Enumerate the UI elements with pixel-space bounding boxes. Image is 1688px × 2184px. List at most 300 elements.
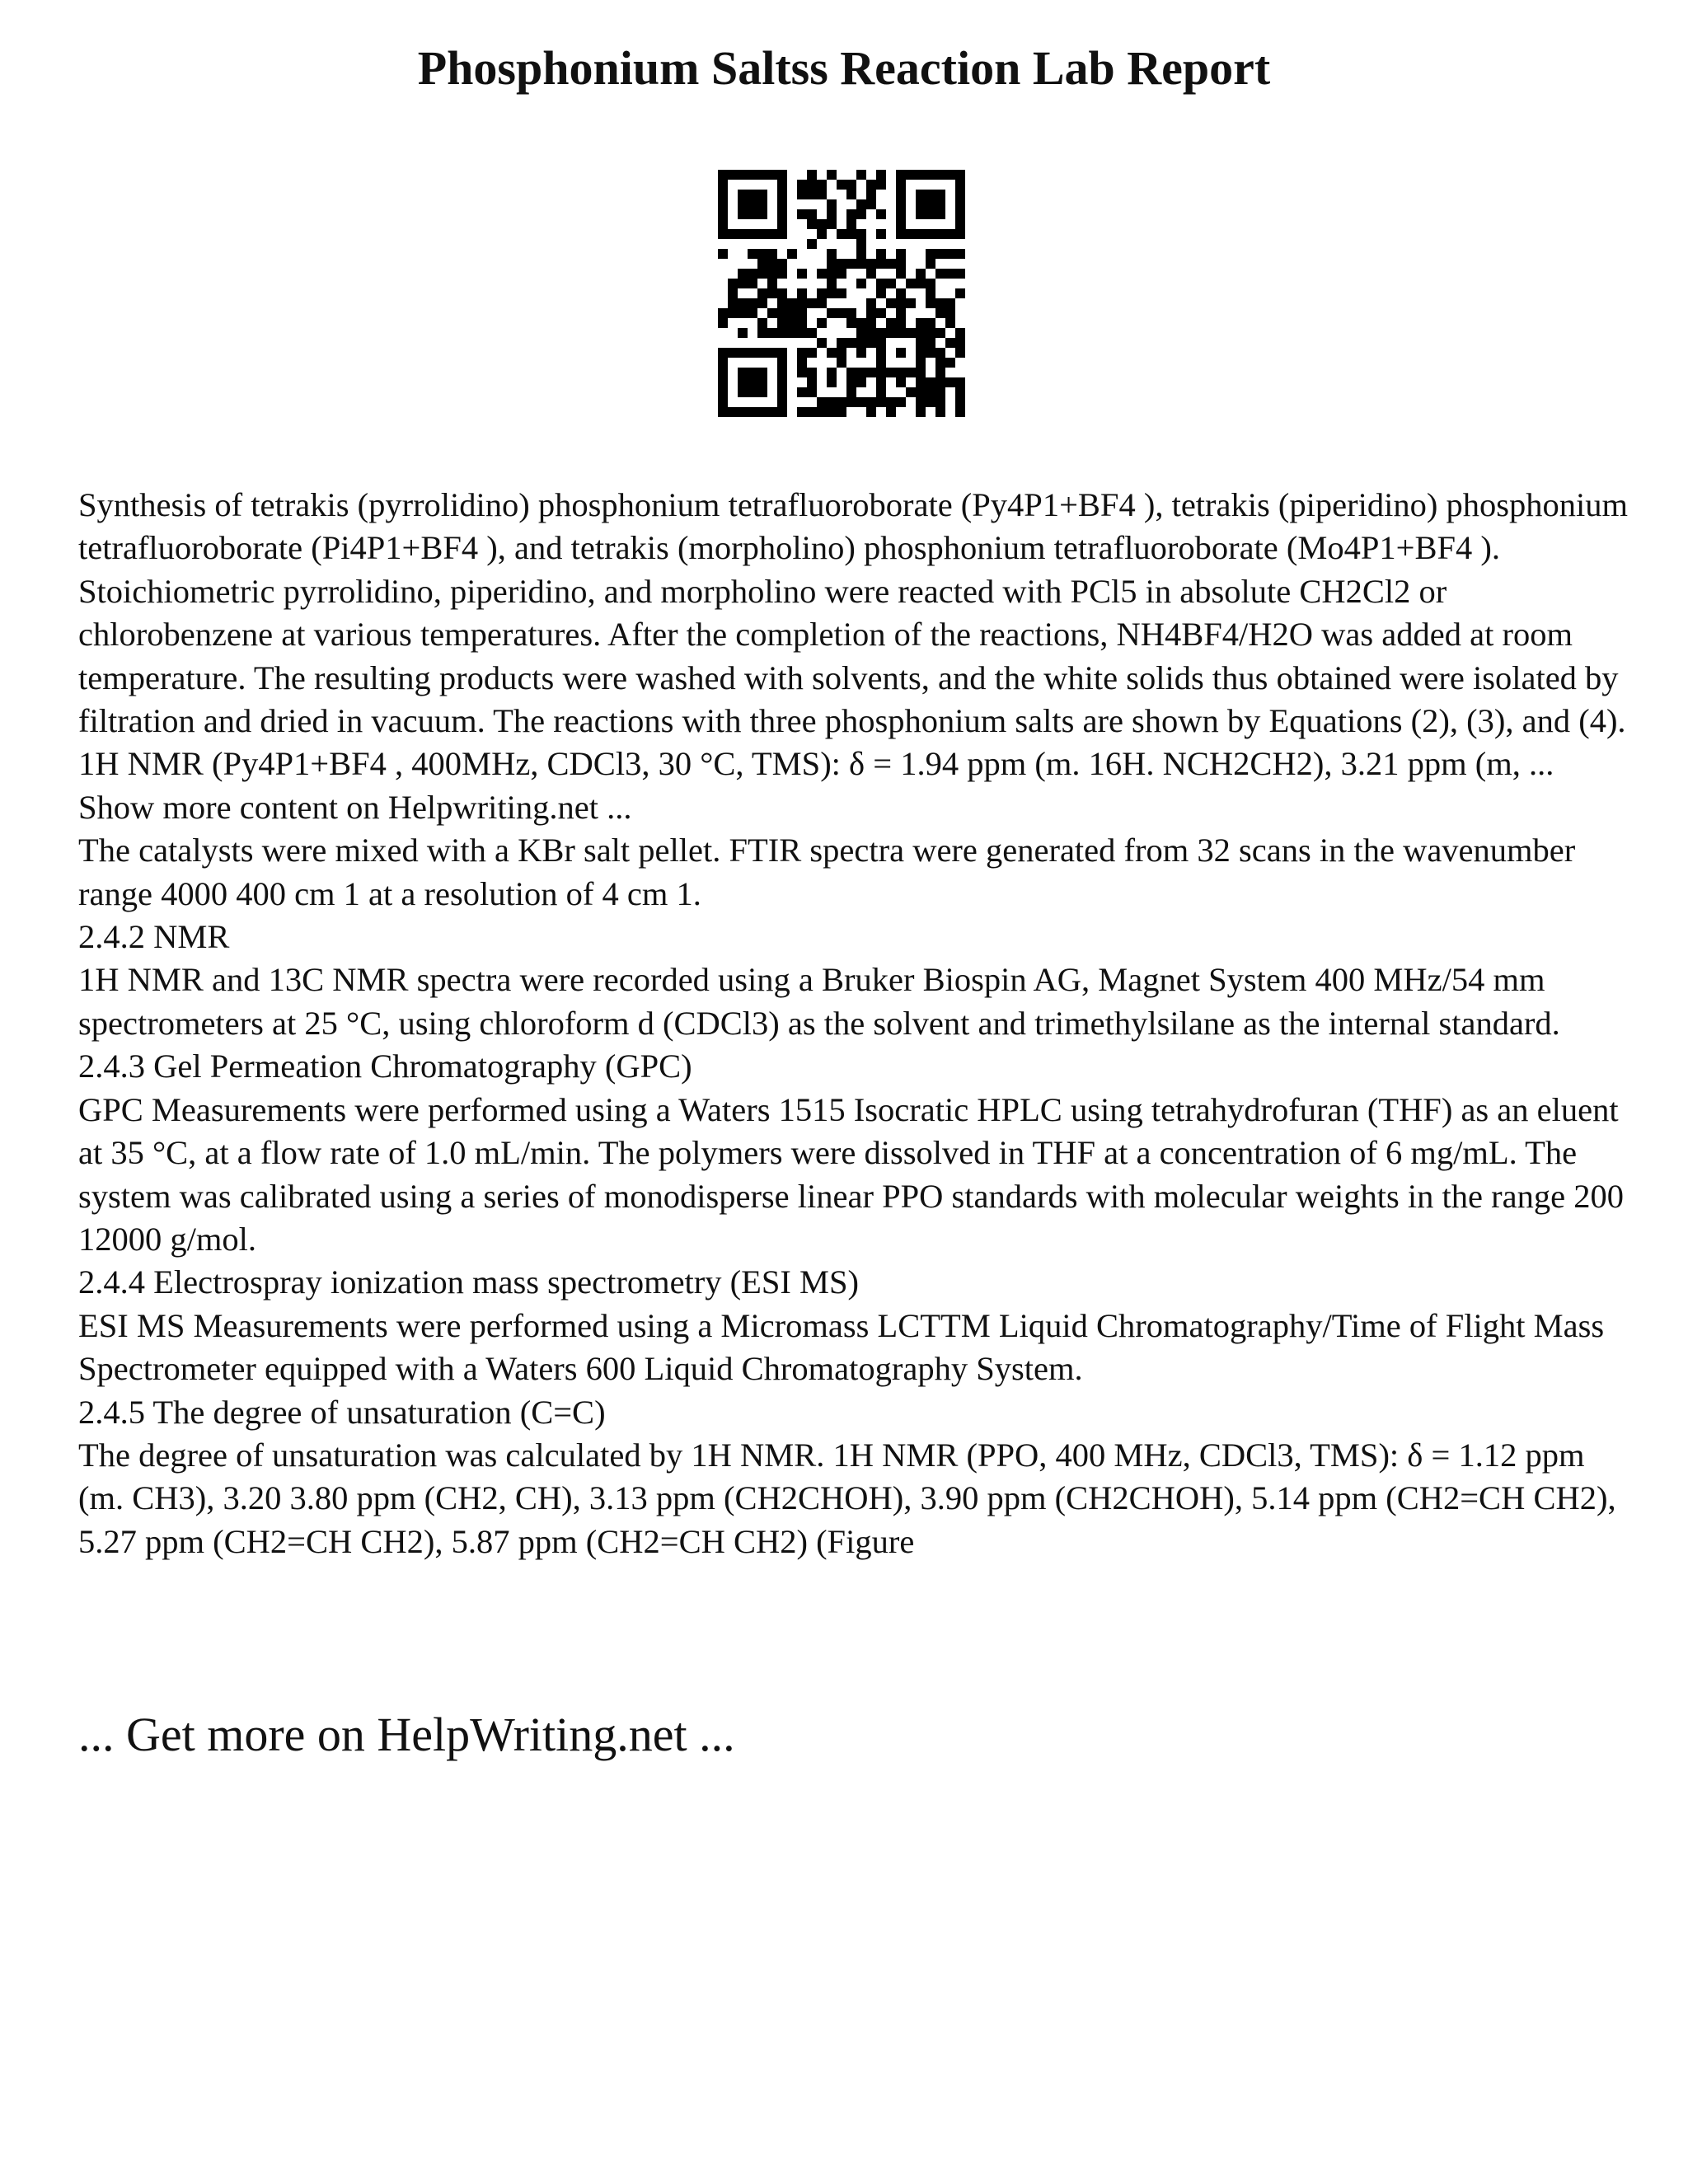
qr-module	[797, 387, 807, 397]
qr-module	[837, 180, 846, 190]
qr-module	[935, 377, 945, 387]
qr-module	[896, 259, 906, 269]
qr-module	[807, 368, 817, 377]
qr-module	[807, 170, 817, 180]
qr-module	[777, 209, 787, 219]
qr-module	[748, 229, 757, 239]
qr-module	[886, 279, 896, 288]
qr-module	[926, 249, 935, 259]
qr-module	[757, 368, 767, 377]
qr-module	[797, 209, 807, 219]
qr-module	[718, 368, 728, 377]
qr-module	[916, 368, 926, 377]
qr-module	[777, 269, 787, 279]
qr-module	[748, 249, 757, 259]
qr-module	[945, 249, 955, 259]
qr-module	[935, 328, 945, 338]
qr-module	[797, 407, 807, 417]
qr-module	[955, 348, 965, 358]
qr-module	[955, 170, 965, 180]
qr-module	[896, 397, 906, 407]
qr-module	[797, 269, 807, 279]
qr-module	[738, 328, 748, 338]
qr-module	[955, 397, 965, 407]
qr-module	[797, 328, 807, 338]
qr-module	[926, 348, 935, 358]
qr-module	[807, 377, 817, 387]
paragraph-intro: Synthesis of tetrakis (pyrrolidino) phosphonium tetrafluoroborate (Py4P1+BF4 ), tetrakis (piperidino) phosphonium tetrafluoroborate (Pi4P1+BF4 ), and tetrakis (morpholino) phosphonium tetrafluoroborate (Mo4P1+BF4 ).	[78, 486, 1628, 567]
qr-module	[926, 199, 935, 209]
qr-module	[748, 298, 757, 308]
qr-module	[945, 358, 955, 368]
qr-module	[876, 170, 886, 180]
qr-module	[945, 269, 955, 279]
qr-module	[945, 377, 955, 387]
document-title: Phosphonium Saltss Reaction Lab Report	[417, 41, 1271, 95]
qr-module	[886, 368, 896, 377]
qr-module	[777, 229, 787, 239]
qr-module	[896, 298, 906, 308]
qr-module	[926, 397, 935, 407]
qr-module	[797, 348, 807, 358]
qr-module	[807, 348, 817, 358]
qr-module	[926, 377, 935, 387]
get-more-link[interactable]: ... Get more on HelpWriting.net ...	[78, 1708, 735, 1761]
qr-module	[876, 328, 886, 338]
qr-module	[926, 209, 935, 219]
qr-module	[718, 229, 728, 239]
qr-module	[926, 298, 935, 308]
qr-module	[787, 308, 797, 318]
qr-module	[777, 180, 787, 190]
qr-module	[807, 219, 817, 229]
qr-module	[846, 377, 856, 387]
paragraph-synthesis: Stoichiometric pyrrolidino, piperidino, and morpholino were reacted with PCl5 in absolute CH2Cl2 or chlorobenzene at various temperatures. After the completion of the reactions, NH4BF4/H2O was added at room temperature. The resulting products were washed with solvents, and the white solids thus obtained were isolated by filtration and dried in vacuum. The reactions with three phosphonium salts are shown by Equations (2), (3), and (4). 1H NMR (Py4P1+BF4 , 400MHz, CDCl3, 30 °C, TMS): δ = 1.94 ppm (m. 16H. NCH2CH2), 3.21 ppm (m, ... Show more content on Helpwriting.net ...	[78, 572, 1626, 826]
qr-module	[807, 387, 817, 397]
qr-module	[955, 249, 965, 259]
qr-module	[767, 259, 777, 269]
qr-module	[846, 219, 856, 229]
qr-module	[767, 249, 777, 259]
qr-module	[777, 407, 787, 417]
qr-module	[807, 209, 817, 219]
qr-module	[876, 249, 886, 259]
qr-module	[728, 279, 738, 288]
qr-module	[777, 397, 787, 407]
qr-module	[718, 209, 728, 219]
qr-module	[728, 229, 738, 239]
qr-module	[846, 397, 856, 407]
qr-module	[777, 308, 787, 318]
qr-module	[757, 377, 767, 387]
qr-module	[955, 180, 965, 190]
qr-module	[856, 328, 866, 338]
qr-module	[738, 170, 748, 180]
heading-esi-ms: 2.4.4 Electrospray ionization mass spectrometry (ESI MS)	[78, 1263, 860, 1301]
qr-module	[955, 269, 965, 279]
qr-module	[827, 219, 837, 229]
qr-module	[777, 377, 787, 387]
qr-module	[846, 180, 856, 190]
qr-module	[817, 298, 827, 308]
qr-module	[856, 170, 866, 180]
qr-module	[837, 407, 846, 417]
qr-module	[916, 338, 926, 348]
qr-module	[837, 269, 846, 279]
qr-module	[738, 190, 748, 199]
qr-module	[748, 209, 757, 219]
qr-module	[896, 209, 906, 219]
qr-module	[817, 397, 827, 407]
qr-module	[748, 377, 757, 387]
qr-module	[817, 229, 827, 239]
qr-module	[955, 387, 965, 397]
qr-module	[876, 358, 886, 368]
qr-module	[916, 358, 926, 368]
qr-module	[738, 308, 748, 318]
qr-module	[856, 318, 866, 328]
qr-module	[846, 308, 856, 318]
qr-module	[757, 259, 767, 269]
qr-module	[856, 377, 866, 387]
qr-module	[846, 209, 856, 219]
qr-module	[886, 298, 896, 308]
qr-module	[827, 259, 837, 269]
qr-module	[886, 397, 896, 407]
qr-module	[935, 358, 945, 368]
qr-module	[876, 338, 886, 348]
qr-module	[906, 170, 916, 180]
qr-module	[827, 368, 837, 377]
qr-module	[797, 368, 807, 377]
qr-module	[916, 387, 926, 397]
qr-module	[935, 298, 945, 308]
qr-module	[797, 298, 807, 308]
qr-module	[856, 209, 866, 219]
qr-module	[866, 259, 876, 269]
qr-module	[896, 377, 906, 387]
qr-module	[827, 199, 837, 209]
qr-module	[896, 249, 906, 259]
qr-module	[748, 269, 757, 279]
qr-module	[738, 368, 748, 377]
qr-module	[935, 368, 945, 377]
qr-module	[955, 288, 965, 298]
qr-module	[856, 199, 866, 209]
qr-module	[748, 368, 757, 377]
qr-module	[718, 377, 728, 387]
qr-module	[856, 259, 866, 269]
qr-module	[896, 199, 906, 209]
qr-module	[738, 209, 748, 219]
qr-module	[837, 397, 846, 407]
qr-module	[827, 348, 837, 358]
qr-module	[876, 279, 886, 288]
qr-module	[777, 368, 787, 377]
qr-module	[916, 407, 926, 417]
qr-module	[787, 298, 797, 308]
qr-module	[945, 298, 955, 308]
qr-module	[916, 318, 926, 328]
qr-module	[748, 308, 757, 318]
qr-module	[846, 190, 856, 199]
qr-module	[906, 368, 916, 377]
qr-module	[718, 407, 728, 417]
qr-module	[757, 348, 767, 358]
qr-module	[916, 348, 926, 358]
qr-module	[926, 279, 935, 288]
qr-module	[767, 328, 777, 338]
qr-module	[767, 279, 777, 288]
qr-module	[916, 229, 926, 239]
qr-module	[955, 209, 965, 219]
qr-module	[886, 259, 896, 269]
qr-module	[748, 199, 757, 209]
qr-module	[916, 377, 926, 387]
qr-module	[827, 249, 837, 259]
qr-module	[837, 338, 846, 348]
qr-module	[807, 180, 817, 190]
qr-module	[876, 259, 886, 269]
qr-module	[846, 229, 856, 239]
qr-module	[738, 407, 748, 417]
qr-module	[718, 397, 728, 407]
document-body	[78, 484, 1628, 1563]
qr-module	[856, 239, 866, 249]
qr-module	[846, 259, 856, 269]
qr-module	[777, 387, 787, 397]
heading-nmr: 2.4.2 NMR	[78, 918, 230, 956]
qr-module	[896, 170, 906, 180]
qr-module	[876, 397, 886, 407]
qr-module	[896, 229, 906, 239]
qr-module	[827, 397, 837, 407]
qr-module	[916, 170, 926, 180]
qr-module	[748, 407, 757, 417]
heading-unsaturation: 2.4.5 The degree of unsaturation (C=C)	[78, 1393, 606, 1431]
qr-module	[856, 229, 866, 239]
qr-module	[718, 170, 728, 180]
qr-module	[797, 318, 807, 328]
qr-module	[846, 368, 856, 377]
qr-module	[718, 387, 728, 397]
qr-module	[876, 348, 886, 358]
qr-module	[767, 229, 777, 239]
paragraph-nmr: 1H NMR and 13C NMR spectra were recorded using a Bruker Biospin AG, Magnet System 400 MHz/54 mm spectrometers at 25 °C, using chloroform d (CDCl3) as the solvent and trimethylsilane as the internal standard.	[78, 961, 1560, 1042]
qr-module	[866, 338, 876, 348]
qr-module	[837, 348, 846, 358]
qr-module	[935, 397, 945, 407]
qr-module	[906, 387, 916, 397]
qr-module	[797, 180, 807, 190]
qr-module	[935, 170, 945, 180]
qr-module	[718, 249, 728, 259]
qr-module	[777, 199, 787, 209]
qr-module	[767, 348, 777, 358]
qr-module	[906, 298, 916, 308]
qr-module	[718, 219, 728, 229]
qr-code-image[interactable]	[718, 170, 965, 417]
qr-module	[866, 308, 876, 318]
qr-module	[926, 170, 935, 180]
qr-module	[757, 407, 767, 417]
qr-module	[935, 190, 945, 199]
qr-module	[767, 308, 777, 318]
qr-module	[738, 387, 748, 397]
qr-module	[718, 318, 728, 328]
qr-module	[916, 190, 926, 199]
qr-module	[738, 229, 748, 239]
qr-module	[856, 279, 866, 288]
qr-module	[767, 407, 777, 417]
qr-module	[935, 209, 945, 219]
qr-module	[916, 269, 926, 279]
qr-module	[926, 387, 935, 397]
qr-module	[916, 199, 926, 209]
qr-module	[896, 308, 906, 318]
qr-module	[787, 328, 797, 338]
qr-module	[777, 298, 787, 308]
qr-module	[767, 288, 777, 298]
qr-module	[896, 348, 906, 358]
qr-module	[955, 229, 965, 239]
qr-module	[866, 318, 876, 328]
qr-module	[837, 229, 846, 239]
qr-module	[827, 269, 837, 279]
qr-module	[718, 348, 728, 358]
qr-module	[935, 407, 945, 417]
qr-module	[827, 377, 837, 387]
qr-module	[896, 368, 906, 377]
qr-code-graphic	[718, 170, 965, 417]
qr-module	[807, 407, 817, 417]
qr-module	[866, 328, 876, 338]
qr-module	[718, 358, 728, 368]
qr-module	[945, 308, 955, 318]
qr-module	[728, 407, 738, 417]
qr-module	[896, 269, 906, 279]
qr-module	[876, 288, 886, 298]
qr-module	[757, 229, 767, 239]
qr-module	[728, 170, 738, 180]
heading-gpc: 2.4.3 Gel Permeation Chromatography (GPC)	[78, 1047, 692, 1085]
qr-module	[718, 199, 728, 209]
qr-module	[797, 358, 807, 368]
qr-module	[866, 368, 876, 377]
qr-module	[866, 298, 876, 308]
qr-module	[866, 199, 876, 209]
qr-module	[817, 190, 827, 199]
qr-module	[926, 338, 935, 348]
qr-module	[797, 288, 807, 298]
qr-module	[896, 318, 906, 328]
qr-module	[856, 397, 866, 407]
qr-module	[738, 377, 748, 387]
qr-module	[955, 338, 965, 348]
qr-module	[856, 348, 866, 358]
paragraph-ftir: The catalysts were mixed with a KBr salt pellet. FTIR spectra were generated from 32 scans in the wavenumber range 4000 400 cm 1 at a resolution of 4 cm 1.	[78, 832, 1576, 912]
qr-module	[827, 288, 837, 298]
qr-module	[876, 377, 886, 387]
qr-module	[757, 170, 767, 180]
qr-module	[837, 308, 846, 318]
qr-module	[777, 190, 787, 199]
qr-module	[827, 209, 837, 219]
qr-module	[926, 318, 935, 328]
qr-module	[886, 318, 896, 328]
qr-module	[846, 338, 856, 348]
qr-module	[777, 348, 787, 358]
qr-module	[718, 190, 728, 199]
qr-module	[837, 358, 846, 368]
qr-module	[866, 180, 876, 190]
qr-module	[926, 288, 935, 298]
qr-module	[827, 308, 837, 318]
qr-module	[955, 219, 965, 229]
qr-module	[807, 298, 817, 308]
qr-module	[757, 387, 767, 397]
qr-module	[837, 288, 846, 298]
qr-module	[748, 387, 757, 397]
qr-module	[916, 209, 926, 219]
qr-module	[738, 199, 748, 209]
qr-module	[797, 190, 807, 199]
qr-module	[787, 318, 797, 328]
qr-module	[827, 170, 837, 180]
qr-module	[856, 368, 866, 377]
qr-module	[728, 298, 738, 308]
qr-module	[817, 318, 827, 328]
qr-module	[856, 338, 866, 348]
qr-module	[767, 269, 777, 279]
qr-module	[955, 377, 965, 387]
qr-module	[916, 328, 926, 338]
qr-module	[757, 249, 767, 259]
qr-module	[846, 387, 856, 397]
qr-module	[926, 190, 935, 199]
qr-module	[827, 279, 837, 288]
qr-module	[757, 298, 767, 308]
qr-module	[935, 308, 945, 318]
qr-module	[926, 259, 935, 269]
qr-module	[935, 229, 945, 239]
qr-module	[876, 368, 886, 377]
qr-module	[896, 180, 906, 190]
qr-module	[876, 387, 886, 397]
qr-module	[757, 318, 767, 328]
qr-module	[738, 298, 748, 308]
qr-module	[728, 288, 738, 298]
qr-module	[777, 318, 787, 328]
qr-module	[886, 407, 896, 417]
qr-module	[886, 328, 896, 338]
qr-module	[896, 219, 906, 229]
qr-module	[738, 348, 748, 358]
qr-module	[817, 407, 827, 417]
qr-module	[935, 249, 945, 259]
qr-module	[955, 190, 965, 199]
qr-module	[846, 318, 856, 328]
qr-module	[916, 279, 926, 288]
qr-module	[767, 170, 777, 180]
qr-module	[777, 219, 787, 229]
qr-module	[777, 358, 787, 368]
qr-module	[866, 397, 876, 407]
qr-module	[906, 328, 916, 338]
qr-module	[757, 269, 767, 279]
qr-module	[748, 170, 757, 180]
qr-module	[748, 190, 757, 199]
